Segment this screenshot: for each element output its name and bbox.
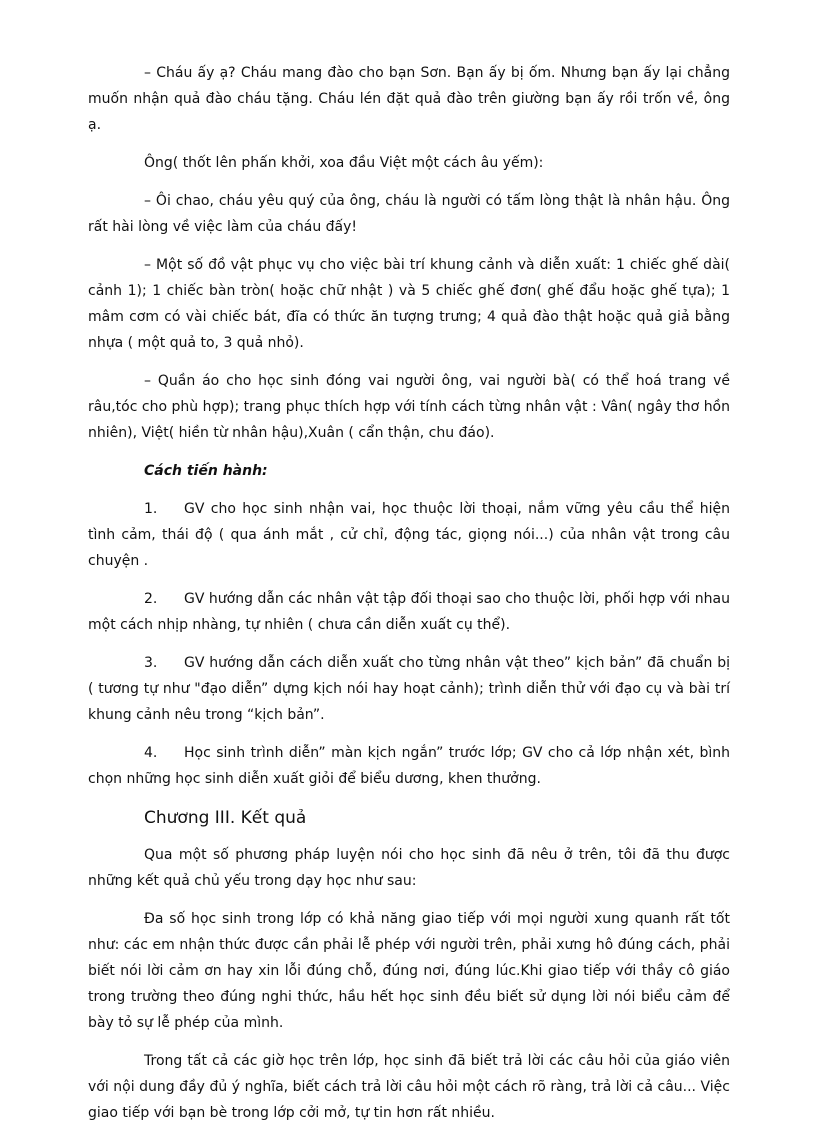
step-item: [88, 650, 730, 728]
paragraph-results-intro: Qua một số phương pháp luyện nói cho học sinh đã nêu ở trên, tôi đã thu được những kết quả chủ yếu trong dạy học như sau:: [88, 847, 730, 889]
chapter-title: Chương III. Kết quả: [144, 808, 307, 828]
paragraph-dialogue-1: – Cháu ấy ạ? Cháu mang đào cho bạn Sơn. Bạn ấy bị ốm. Nhưng bạn ấy lại chẳng muốn nhận quả đào cháu tặng. Cháu lén đặt quả đào trên giường bạn ấy rồi trốn về, ông ạ.: [88, 65, 730, 133]
paragraph-props: – Một số đồ vật phục vụ cho việc bài trí khung cảnh và diễn xuất: 1 chiếc ghế dài( cảnh 1); 1 chiếc bàn tròn( hoặc chữ nhật ) và 5 chiếc ghế đơn( ghế đẩu hoặc ghế tựa); 1 mâm cơm có vài chiếc bát, đĩa có thức ăn tượng trưng; 4 quả đào thật hoặc quả giả bằng nhựa ( một quả to, 3 quả nhỏ).: [88, 257, 730, 351]
step-number: 2.: [144, 591, 158, 607]
step-number: 1.: [144, 501, 158, 517]
paragraph-dialogue-2: Ông( thốt lên phấn khởi, xoa đầu Việt một cách âu yếm):: [144, 155, 544, 171]
paragraph-results-classroom: Trong tất cả các giờ học trên lớp, học sinh đã biết trả lời các câu hỏi của giáo viên với nội dung đầy đủ ý nghĩa, biết cách trả lời câu hỏi một cách rõ ràng, trả lời cả câu... Việc giao tiếp với bạn bè trong lớp cởi mở, tự tin hơn rất nhiều.: [88, 1053, 730, 1121]
step-text: GV hướng dẫn cách diễn xuất cho từng nhân vật theo” kịch bản” đã chuẩn bị ( tương tự như "đạo diễn” dựng kịch nói hay hoạt cảnh); trình diễn thử với đạo cụ và bài trí khung cảnh nêu trong “kịch bản”.: [88, 655, 730, 723]
paragraph-costumes: – Quần áo cho học sinh đóng vai người ông, vai người bà( có thể hoá trang về râu,tóc cho phù hợp); trang phục thích hợp với tính cách từng nhân vật : Vân( ngây thơ hồn nhiên), Việt( hiền từ nhân hậu),Xuân ( cẩn thận, chu đáo).: [88, 373, 730, 441]
step-number: 3.: [144, 655, 158, 671]
step-text: GV cho học sinh nhận vai, học thuộc lời thoại, nắm vững yêu cầu thể hiện tình cảm, thái độ ( qua ánh mắt , cử chỉ, động tác, giọng nói...) của nhân vật trong câu chuyện .: [88, 501, 730, 569]
step-item: [88, 496, 730, 574]
step-item: [88, 586, 730, 638]
paragraph-dialogue-3: – Ôi chao, cháu yêu quý của ông, cháu là người có tấm lòng thật là nhân hậu. Ông rất hài lòng về việc làm của cháu đấy!: [88, 193, 730, 235]
document-page: [88, 60, 730, 1138]
step-text: GV hướng dẫn các nhân vật tập đối thoại sao cho thuộc lời, phối hợp với nhau một cách nhịp nhàng, tự nhiên ( chưa cần diễn xuất cụ thể).: [88, 591, 730, 633]
step-text: Học sinh trình diễn” màn kịch ngắn” trước lớp; GV cho cả lớp nhận xét, bình chọn những học sinh diễn xuất giỏi để biểu dương, khen thưởng.: [88, 745, 730, 787]
step-number: 4.: [144, 745, 158, 761]
paragraph-results-communication: Đa số học sinh trong lớp có khả năng giao tiếp với mọi người xung quanh rất tốt như: các em nhận thức được cần phải lễ phép với người trên, phải xưng hô đúng cách, phải biết nói lời cảm ơn hay xin lỗi đúng chỗ, đúng nơi, đúng lúc.Khi giao tiếp với thầy cô giáo trong trường theo đúng nghi thức, hầu hết học sinh đều biết sử dụng lời nói biểu cảm để bày tỏ sự lễ phép của mình.: [88, 911, 730, 1031]
step-item: [88, 740, 730, 792]
procedure-subheading: Cách tiến hành:: [144, 463, 268, 479]
